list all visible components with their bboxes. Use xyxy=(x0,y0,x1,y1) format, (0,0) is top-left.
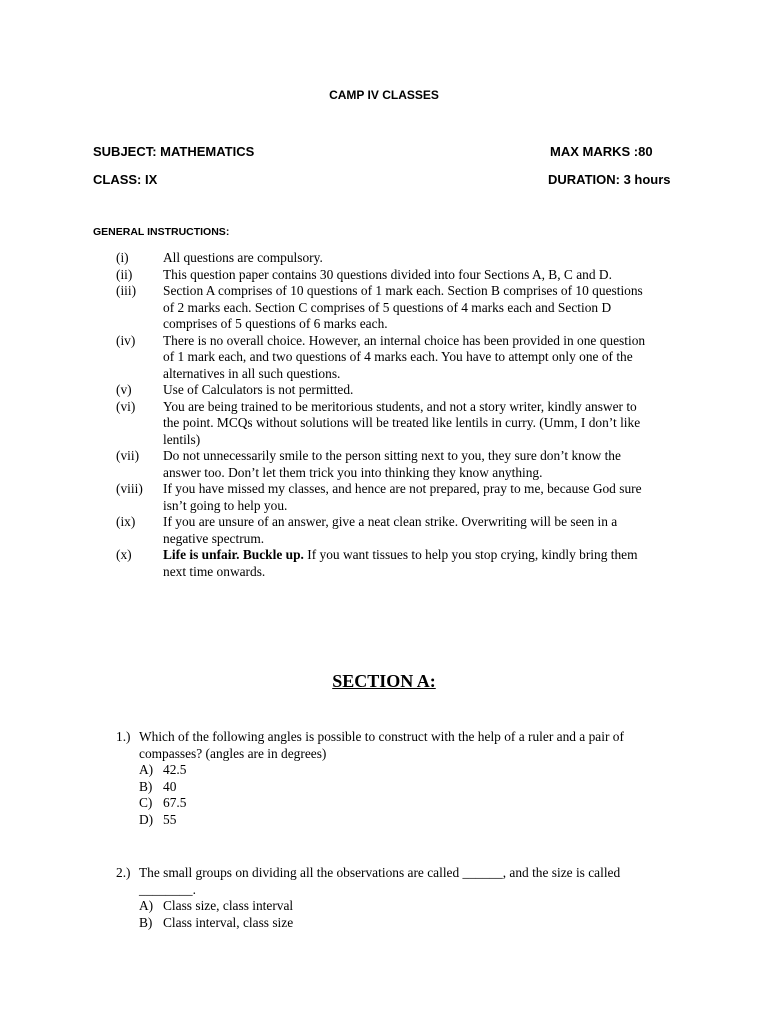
instruction-number: (v) xyxy=(116,382,132,397)
class-label: CLASS: IX xyxy=(93,172,158,187)
instruction-number: (ix) xyxy=(116,514,136,529)
option-text: Class size, class interval xyxy=(163,898,294,913)
general-instructions-heading: GENERAL INSTRUCTIONS: xyxy=(93,226,230,238)
option-b xyxy=(139,915,676,932)
instruction-item xyxy=(116,481,686,514)
instruction-text: There is no overall choice. However, an internal choice has been provided in one question of 1 mark each, and two questions of 4 marks each. You have to attempt only one of the alternatives in all such questions. xyxy=(163,332,646,381)
instruction-text: Use of Calculators is not permitted. xyxy=(163,382,354,397)
instruction-text: This question paper contains 30 questions divided into four Sections A, B, C and D. xyxy=(163,266,612,282)
instruction-text: If you are unsure of an answer, give a neat clean strike. Overwriting will be seen in a negative spectrum. xyxy=(163,514,618,546)
option-letter: A) xyxy=(139,898,154,913)
instruction-number: (viii) xyxy=(116,481,143,496)
instruction-item xyxy=(116,547,686,580)
option-text: 42.5 xyxy=(163,762,187,777)
question-text: The small groups on dividing all the observations are called ______, and the size is called ________. xyxy=(139,865,621,897)
instruction-item xyxy=(116,448,686,481)
duration-label: DURATION: 3 hours xyxy=(548,172,671,187)
option-text: 40 xyxy=(163,778,177,794)
instruction-number: (iv) xyxy=(116,332,136,348)
instruction-item xyxy=(116,333,686,383)
instruction-number: (vii) xyxy=(116,448,140,463)
option-text: 67.5 xyxy=(163,795,187,810)
instruction-item xyxy=(116,382,686,399)
option-letter: C) xyxy=(139,795,153,810)
instruction-text: Section A comprises of 10 questions of 1 mark each. Section B comprises of 10 questions of 2 marks each. Section C comprises of 5 questions of 4 marks each and Section D comprises of 5 questions of 6 marks each. xyxy=(163,283,643,331)
instructions-list xyxy=(116,250,686,580)
question-1 xyxy=(116,729,676,828)
section-title: SECTION A: xyxy=(332,671,436,691)
option-text: 55 xyxy=(163,811,177,827)
instruction-number: (iii) xyxy=(116,283,137,298)
instruction-item xyxy=(116,250,686,267)
option-letter: B) xyxy=(139,778,153,794)
option-a xyxy=(139,762,676,779)
option-letter: D) xyxy=(139,811,154,827)
instruction-text xyxy=(163,547,686,580)
instruction-item xyxy=(116,283,686,333)
instruction-item xyxy=(116,267,686,284)
subject-label: SUBJECT: MATHEMATICS xyxy=(93,144,255,159)
instruction-rest-text: If you want tissues to help you stop crying, kindly bring them next time onwards. xyxy=(163,547,638,579)
question-2 xyxy=(116,865,676,931)
instruction-number: (x) xyxy=(116,547,132,562)
max-marks-label: MAX MARKS :80 xyxy=(550,144,653,159)
instruction-bold-text: Life is unfair. Buckle up. xyxy=(163,547,304,562)
option-b xyxy=(139,779,676,796)
instruction-number: (vi) xyxy=(116,398,136,414)
instruction-number: (i) xyxy=(116,250,129,265)
instruction-text: If you have missed my classes, and hence are not prepared, pray to me, because God sure isn’t going to help you. xyxy=(163,481,642,513)
instruction-text: You are being trained to be meritorious students, and not a story writer, kindly answer to the point. MCQs without solutions will be treated like lentils in curry. (Umm, I don’t like lentils) xyxy=(163,398,641,447)
option-d xyxy=(139,812,676,829)
instruction-item xyxy=(116,399,686,449)
instruction-number: (ii) xyxy=(116,266,133,282)
instruction-item xyxy=(116,514,686,547)
instruction-text: Do not unnecessarily smile to the person sitting next to you, they sure don’t know the answer too. Don’t let them trick you into thinking they know anything. xyxy=(163,448,621,480)
instruction-text: All questions are compulsory. xyxy=(163,250,323,265)
option-c xyxy=(139,795,676,812)
option-letter: A) xyxy=(139,762,154,777)
option-a xyxy=(139,898,676,915)
option-letter: B) xyxy=(139,914,153,930)
question-number: 2.) xyxy=(116,865,131,880)
document-title: CAMP IV CLASSES xyxy=(329,88,439,102)
question-text: Which of the following angles is possible to construct with the help of a ruler and a pair of compasses? (angles are in degrees) xyxy=(139,729,624,761)
option-text: Class interval, class size xyxy=(163,914,294,930)
question-number: 1.) xyxy=(116,729,131,744)
